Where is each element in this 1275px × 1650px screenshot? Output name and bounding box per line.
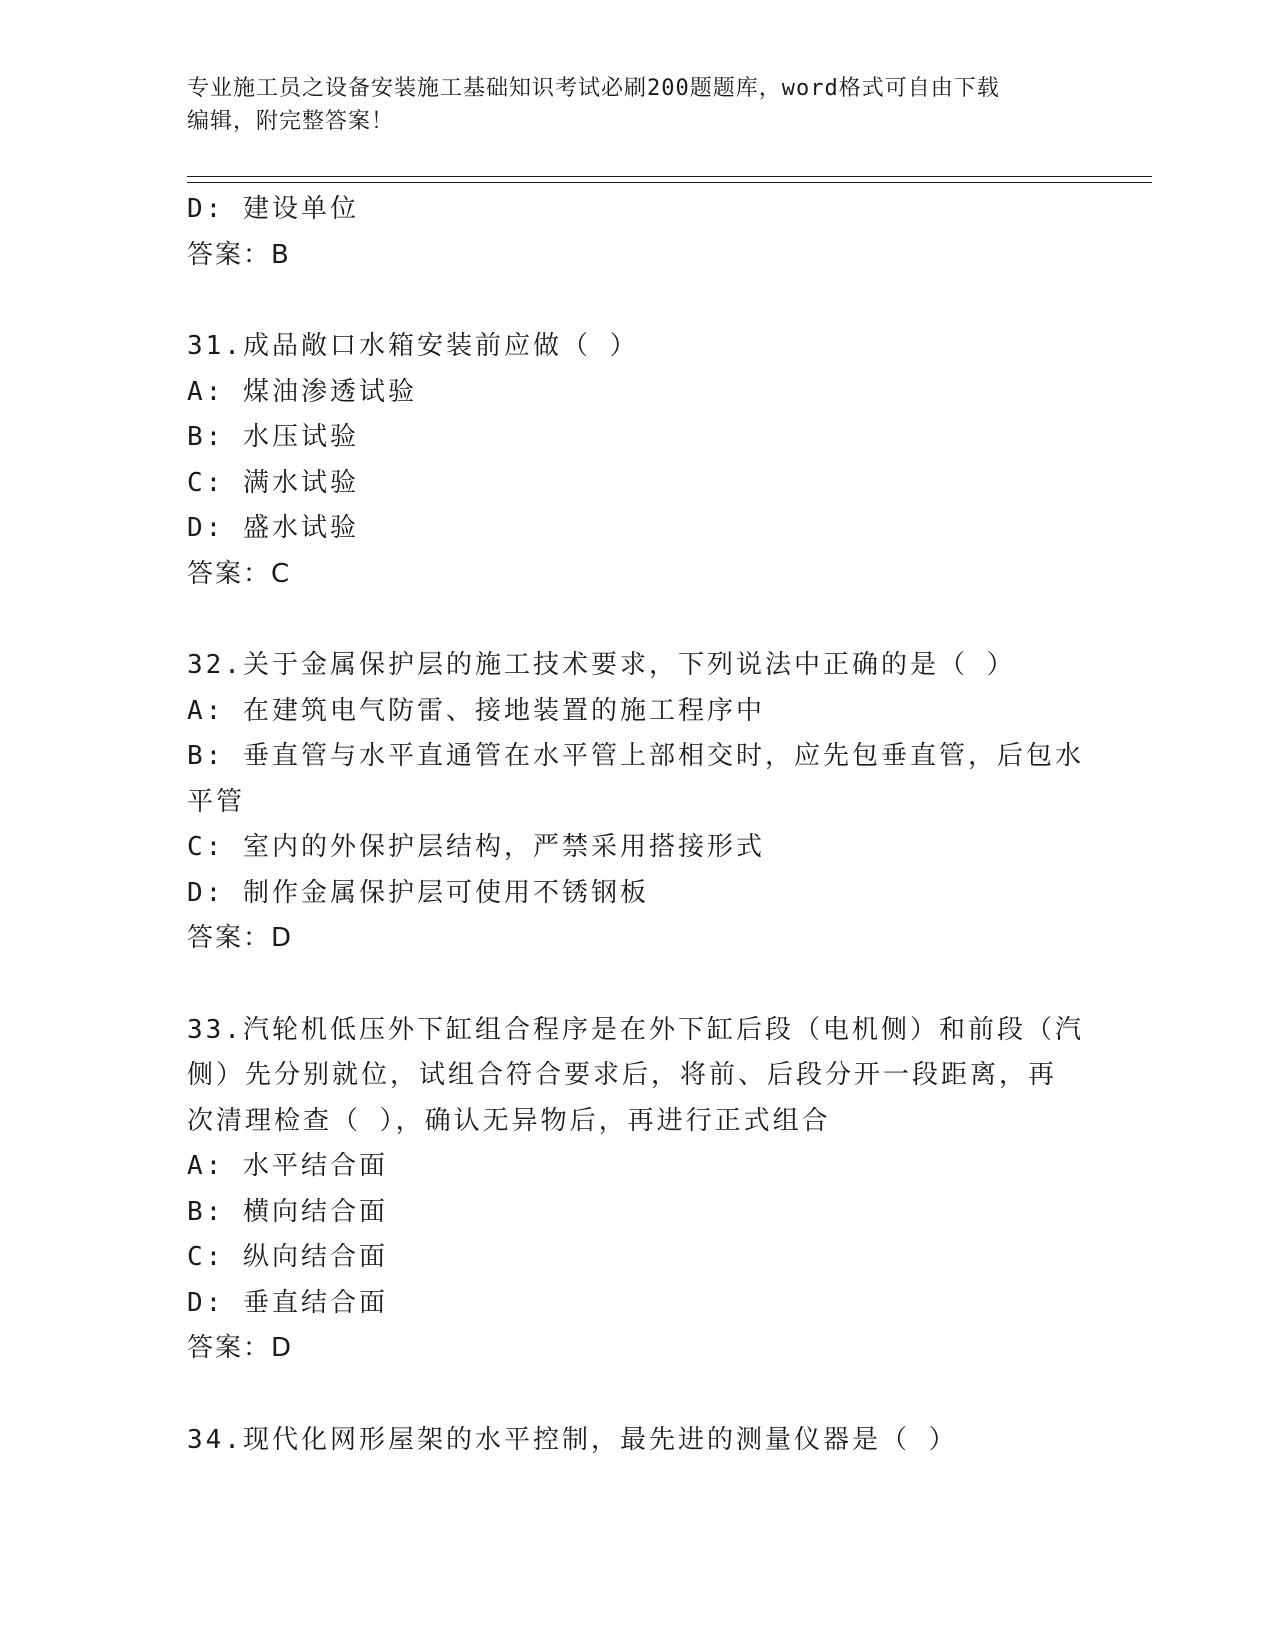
- option-d: D: 盛水试验: [187, 513, 359, 543]
- option-b-line-2: 平管: [187, 786, 246, 817]
- header-divider-top: [187, 176, 1152, 177]
- question-34: [187, 1418, 1087, 1464]
- answer: 答案：B: [187, 239, 291, 270]
- option-a: A: 煤油渗透试验: [187, 376, 417, 407]
- answer: 答案：D: [187, 923, 294, 953]
- question-content: [187, 187, 1087, 1463]
- question-31: [187, 324, 1087, 597]
- question-30-tail: [187, 187, 1087, 278]
- option-c: C: 满水试验: [187, 467, 359, 498]
- option-b: B: 横向结合面: [187, 1196, 388, 1227]
- question-text-line-1: 33.汽轮机低压外下缸组合程序是在外下缸后段（电机侧）和前段（汽: [187, 1014, 1084, 1045]
- document-header: [187, 72, 1067, 138]
- header-line-2: 编辑，附完整答案！: [187, 109, 395, 134]
- option-b: B: 水压试验: [187, 422, 359, 452]
- question-text-line-3: 次清理检查（ ），确认无异物后，再进行正式组合: [187, 1105, 831, 1136]
- option-d: D: 垂直结合面: [187, 1287, 388, 1318]
- answer: 答案：D: [187, 1333, 294, 1363]
- question-text: 32.关于金属保护层的施工技术要求，下列说法中正确的是（ ）: [187, 650, 1016, 680]
- header-divider-bottom: [187, 182, 1152, 183]
- question-text-line-2: 侧）先分别就位，试组合符合要求后，将前、后段分开一段距离，再: [187, 1060, 1058, 1090]
- option-d: D: 制作金属保护层可使用不锈钢板: [187, 877, 649, 908]
- spacer: [187, 597, 1087, 643]
- option-a: A: 在建筑电气防雷、接地装置的施工程序中: [187, 695, 765, 726]
- question-text: 34.现代化网形屋架的水平控制，最先进的测量仪器是（ ）: [187, 1424, 958, 1455]
- option-c: C: 室内的外保护层结构，严禁采用搭接形式: [187, 832, 765, 862]
- option-b-line-1: B: 垂直管与水平直通管在水平管上部相交时，应先包垂直管，后包水: [187, 741, 1084, 771]
- question-text: 31.成品敞口水箱安装前应做（ ）: [187, 331, 639, 361]
- answer: 答案：C: [187, 558, 292, 589]
- question-33: [187, 1008, 1087, 1372]
- question-32: [187, 643, 1087, 962]
- spacer: [187, 278, 1087, 324]
- option-c: C: 纵向结合面: [187, 1242, 388, 1272]
- spacer: [187, 1372, 1087, 1418]
- option-a: A: 水平结合面: [187, 1151, 388, 1181]
- header-line-1: 专业施工员之设备安装施工基础知识考试必刷200题题库，word格式可自由下载: [187, 76, 1000, 101]
- spacer: [187, 962, 1087, 1008]
- option-d: D: 建设单位: [187, 194, 359, 224]
